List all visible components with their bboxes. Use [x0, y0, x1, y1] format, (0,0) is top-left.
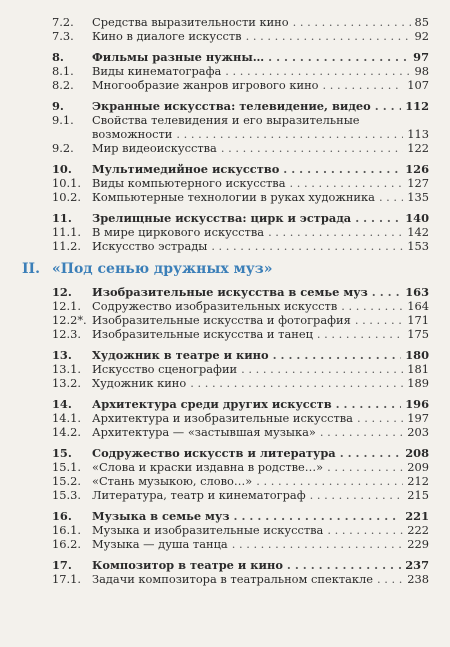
part-number: II.: [22, 261, 40, 277]
toc-entry: [52, 239, 429, 253]
toc-entry: [52, 78, 429, 92]
entry-number: 7.2.: [52, 15, 74, 29]
dot-leader: [377, 572, 403, 586]
entry-number: 11.1.: [52, 225, 81, 239]
dot-leader: [293, 15, 411, 29]
toc-entry: [52, 523, 429, 537]
toc-entry: [52, 327, 429, 341]
dot-leader: [234, 509, 402, 523]
toc-entry: [52, 225, 429, 239]
entry-number: 10.1.: [52, 176, 81, 190]
entry-number: 8.2.: [52, 78, 74, 92]
entry-page: 221: [405, 509, 429, 523]
entry-page: 112: [405, 99, 429, 113]
entry-page: 107: [407, 78, 429, 92]
dot-leader: [336, 397, 402, 411]
section-gap: [52, 155, 429, 162]
entry-title: Архитектура и изобразительные искусства: [92, 411, 353, 425]
entry-number: 14.2.: [52, 425, 81, 439]
entry-page: 163: [405, 285, 429, 299]
section-gap: [52, 439, 429, 446]
entry-title: Архитектура — «застывшая музыка»: [92, 425, 316, 439]
chapter-entry: [52, 99, 429, 113]
chapter-entry: [52, 446, 429, 460]
entry-page: 171: [407, 313, 429, 327]
entry-page: 140: [405, 211, 429, 225]
entry-title: Кино в диалоге искусств: [92, 29, 242, 43]
entry-page: 92: [414, 29, 429, 43]
entry-number: 12.: [52, 285, 72, 299]
entry-page: 203: [407, 425, 429, 439]
entry-number: 9.2.: [52, 141, 74, 155]
toc-entry: [52, 113, 429, 127]
entry-title: Искусство сценографии: [92, 362, 238, 376]
entry-page: 237: [405, 558, 429, 572]
entry-page: 189: [407, 376, 429, 390]
entry-number: 13.1.: [52, 362, 81, 376]
chapter-entry: [52, 397, 429, 411]
entry-page: 197: [407, 411, 429, 425]
toc-entry: [52, 488, 429, 502]
chapter-entry: [52, 50, 429, 64]
entry-title: Многообразие жанров игрового кино: [92, 78, 319, 92]
section-gap: [52, 551, 429, 558]
entry-page: 153: [407, 239, 429, 253]
entry-page: 208: [405, 446, 429, 460]
entry-title: Свойства телевидения и его выразительные: [92, 113, 360, 127]
entry-page: 85: [414, 15, 429, 29]
chapter-entry: [52, 162, 429, 176]
entry-title: Задачи композитора в театральном спектакле: [92, 572, 374, 586]
entry-page: 113: [407, 127, 429, 141]
dot-leader: [372, 285, 401, 299]
entry-title: Зрелищные искусства: цирк и эстрада: [92, 211, 352, 225]
entry-page: 142: [407, 225, 429, 239]
dot-leader: [323, 78, 404, 92]
part-title: «Под сенью дружных муз»: [52, 261, 273, 277]
toc-entry: [52, 127, 429, 141]
entry-page: 209: [407, 460, 429, 474]
entry-title: Фильмы разные нужны…: [92, 50, 265, 64]
entry-page: 212: [407, 474, 429, 488]
part-heading: [22, 258, 429, 280]
chapter-entry: [52, 285, 429, 299]
dot-leader: [327, 523, 403, 537]
entry-page: 215: [407, 488, 429, 502]
entry-page: 97: [413, 50, 429, 64]
entry-page: 181: [407, 362, 429, 376]
dot-leader: [211, 239, 403, 253]
entry-title: Изобразительные искусства и фотография: [92, 313, 351, 327]
entry-number: 15.2.: [52, 474, 81, 488]
entry-title: Изобразительные искусства в семье муз: [92, 285, 368, 299]
entry-number: 14.: [52, 397, 72, 411]
section-gap: [52, 502, 429, 509]
dot-leader: [268, 225, 403, 239]
dot-leader: [341, 299, 403, 313]
entry-number: 12.1.: [52, 299, 81, 313]
entry-title: Архитектура среди других искусств: [92, 397, 332, 411]
dot-leader: [256, 474, 403, 488]
toc-entry: [52, 411, 429, 425]
section-gap: [52, 43, 429, 50]
toc-entry: [52, 29, 429, 43]
entry-number: 9.: [52, 99, 64, 113]
dot-leader: [320, 425, 403, 439]
toc-entry: [52, 15, 429, 29]
entry-number: 12.2*.: [52, 313, 87, 327]
toc-entry: [52, 176, 429, 190]
toc-entry: [52, 64, 429, 78]
dot-leader: [375, 99, 401, 113]
dot-leader: [283, 162, 401, 176]
toc-entry: [52, 572, 429, 586]
entry-number: 17.1.: [52, 572, 81, 586]
entry-page: 229: [407, 537, 429, 551]
entry-title: Художник в театре и кино: [92, 348, 269, 362]
entry-number: 14.1.: [52, 411, 81, 425]
entry-title: Виды кинематографа: [92, 64, 222, 78]
entry-number: 8.1.: [52, 64, 74, 78]
entry-title: Музыка — душа танца: [92, 537, 228, 551]
dot-leader: [287, 558, 401, 572]
entry-number: 11.: [52, 211, 72, 225]
entry-title: Литература, театр и кинематограф: [92, 488, 306, 502]
dot-leader: [357, 411, 403, 425]
dot-leader: [241, 362, 403, 376]
entry-title: Композитор в театре и кино: [92, 558, 283, 572]
section-gap: [52, 390, 429, 397]
toc-entry: [52, 362, 429, 376]
chapter-entry: [52, 558, 429, 572]
entry-title: Экранные искусства: телевидение, видео: [92, 99, 371, 113]
section-gap: [52, 92, 429, 99]
toc-entry: [52, 376, 429, 390]
dot-leader: [246, 29, 411, 43]
entry-title: Компьютерные технологии в руках художника: [92, 190, 375, 204]
toc-entry: [52, 299, 429, 313]
entry-number: 15.: [52, 446, 72, 460]
entry-number: 10.: [52, 162, 72, 176]
entry-page: 222: [407, 523, 429, 537]
dot-leader: [379, 190, 403, 204]
entry-page: 180: [405, 348, 429, 362]
dot-leader: [327, 460, 403, 474]
entry-number: 17.: [52, 558, 72, 572]
entry-number: 13.2.: [52, 376, 81, 390]
dot-leader: [290, 176, 404, 190]
entry-number: 9.1.: [52, 113, 74, 127]
dot-leader: [176, 127, 403, 141]
entry-title: Искусство эстрады: [92, 239, 208, 253]
section-gap: [52, 341, 429, 348]
entry-title: «Слова и краски издавна в родстве…»: [92, 460, 324, 474]
chapter-entry: [52, 211, 429, 225]
entry-title: Изобразительные искусства и танец: [92, 327, 313, 341]
entry-number: 16.2.: [52, 537, 81, 551]
dot-leader: [355, 211, 401, 225]
entry-number: 12.3.: [52, 327, 81, 341]
entry-title: Средства выразительности кино: [92, 15, 289, 29]
entry-number: 13.: [52, 348, 72, 362]
entry-page: 98: [414, 64, 429, 78]
entry-title: Виды компьютерного искусства: [92, 176, 286, 190]
dot-leader: [190, 376, 403, 390]
entry-page: 196: [405, 397, 429, 411]
entry-page: 164: [407, 299, 429, 313]
entry-number: 10.2.: [52, 190, 81, 204]
dot-leader: [268, 50, 409, 64]
entry-page: 135: [407, 190, 429, 204]
entry-title: Художник кино: [92, 376, 187, 390]
entry-page: 122: [407, 141, 429, 155]
dot-leader: [317, 327, 403, 341]
dot-leader: [225, 64, 410, 78]
entry-page: 127: [407, 176, 429, 190]
dot-leader: [232, 537, 404, 551]
toc-entry: [52, 141, 429, 155]
toc-entry: [52, 460, 429, 474]
entry-title: Музыка в семье муз: [92, 509, 230, 523]
entry-number: 16.: [52, 509, 72, 523]
entry-number: 11.2.: [52, 239, 81, 253]
dot-leader: [273, 348, 402, 362]
toc-entry: [52, 537, 429, 551]
chapter-entry: [52, 348, 429, 362]
entry-number: 15.3.: [52, 488, 81, 502]
section-gap: [52, 204, 429, 211]
entry-title: Содружество искусств и литература: [92, 446, 336, 460]
toc-entry: [52, 425, 429, 439]
entry-page: 126: [405, 162, 429, 176]
entry-title: Музыка и изобразительные искусства: [92, 523, 324, 537]
entry-number: 8.: [52, 50, 64, 64]
dot-leader: [355, 313, 403, 327]
entry-page: 175: [407, 327, 429, 341]
toc-entry: [52, 474, 429, 488]
toc-entry: [52, 313, 429, 327]
dot-leader: [221, 141, 403, 155]
entry-number: 16.1.: [52, 523, 81, 537]
entry-page: 238: [407, 572, 429, 586]
dot-leader: [310, 488, 404, 502]
entry-title: Мир видеоискусства: [92, 141, 217, 155]
chapter-entry: [52, 509, 429, 523]
dot-leader: [340, 446, 402, 460]
entry-title: Мультимедийное искусство: [92, 162, 280, 176]
entry-title: В мире циркового искусства: [92, 225, 265, 239]
entry-number: 15.1.: [52, 460, 81, 474]
entry-title: возможности: [92, 127, 173, 141]
entry-title: Содружество изобразительных искусств: [92, 299, 338, 313]
entry-number: 7.3.: [52, 29, 74, 43]
toc-entry: [52, 190, 429, 204]
entry-title: «Стань музыкою, слово…»: [92, 474, 253, 488]
